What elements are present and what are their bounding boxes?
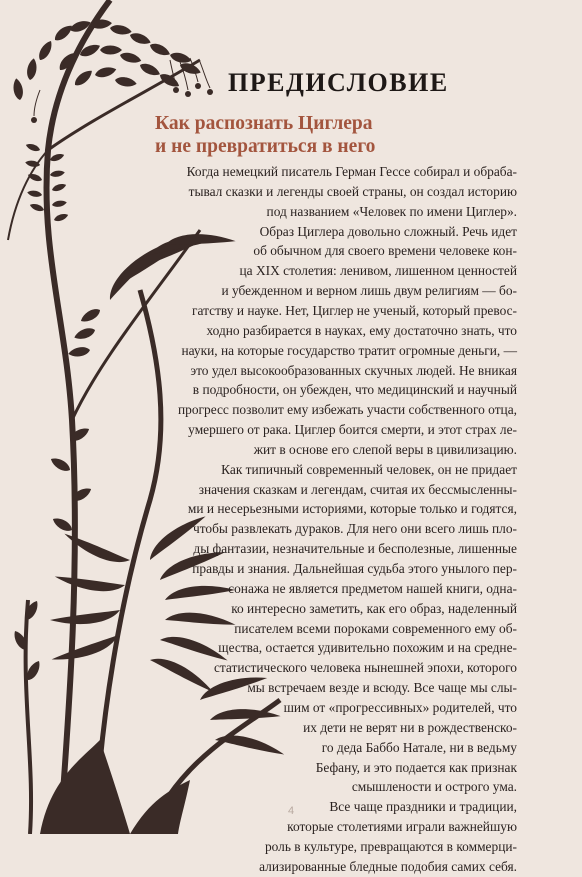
text-line: сонажа не является предметом нашей книги, одна- xyxy=(228,580,517,596)
text-line: щества, остается удивительно похожим и на средне- xyxy=(218,640,517,656)
text-line: прогресс позволит ему избежать участи собственного отца, xyxy=(177,402,517,418)
text-line: науки, на которые государство тратит огромные деньги, — xyxy=(181,342,517,358)
subtitle-line: и не превратиться в него xyxy=(155,136,376,157)
text-line: их дети не верят ни в рождественско- xyxy=(303,719,517,735)
page-number: 4 xyxy=(287,805,295,817)
text-line: ца XIX столетия: ленивом, лишенном ценностей xyxy=(239,263,517,279)
text-line: правды и знания. Дальнейшая судьба этого унылого пер- xyxy=(192,561,517,576)
text-line: гатству и науке. Нет, Циглер не ученый, который превос- xyxy=(192,302,517,318)
text-line: жит в основе его слепой веры в цивилизацию. xyxy=(253,441,517,457)
text-line: шим от «прогрессивных» родителей, что xyxy=(283,699,517,715)
text-line: мы встречаем везде и всюду. Все чаще мы слы- xyxy=(247,680,517,696)
text-line: чтобы развлекать дураков. Для него они всего лишь пло- xyxy=(193,521,517,537)
text-line: го деда Баббо Натале, ни в ведьму xyxy=(321,739,517,755)
section-subtitle xyxy=(155,112,535,158)
text-line: Как типичный современный человек, он не придает xyxy=(221,461,517,477)
text-line: ми и несерьезными историями, которые только и годятся, xyxy=(187,501,517,517)
text-line: смышлености и острого ума. xyxy=(351,779,517,795)
subtitle-line: Как распознать Циглера xyxy=(155,113,373,134)
text-line: Когда немецкий писатель Герман Гессе собирал и обраба- xyxy=(186,164,517,179)
text-line: которые столетиями играли важнейшую xyxy=(287,819,517,835)
text-line: ды фантазии, незначительные и бесполезные, лишенные xyxy=(193,541,517,557)
page-title: ПРЕДИСЛОВИЕ xyxy=(228,68,449,97)
text-line: под названием «Человек по имени Циглер». xyxy=(266,203,517,219)
text-line: ализированные бледные подобия самих себя. xyxy=(259,858,517,874)
text-line: ходно разбирается в науках, ему достаточно знать, что xyxy=(206,322,517,338)
text-line: значения сказкам и легендам, считая их бессмысленны- xyxy=(198,481,517,497)
text-line: в подробности, он убежден, что медицинский и научный xyxy=(192,382,517,398)
text-line: Все чаще праздники и традиции, xyxy=(329,799,517,815)
text-line: умершего от рака. Циглер боится смерти, и этот страх ле- xyxy=(188,422,517,438)
text-line: Бефану, и это подается как признак xyxy=(315,759,517,775)
text-line: тывал сказки и легенды своей страны, он создал историю xyxy=(188,183,517,199)
text-line: об обычном для своего времени человеке кон- xyxy=(253,243,517,259)
text-line: и убежденном и верном лишь двум религиям — бо- xyxy=(221,283,517,299)
text-line: статистического человека нынешней эпохи, которого xyxy=(213,660,517,676)
text-line: это удел высокообразованных скучных людей. Не вникая xyxy=(190,362,517,378)
text-line: роль в культуре, превращаются в коммерци- xyxy=(264,838,517,854)
text-line: писателем всеми пороками современного ему об- xyxy=(234,620,517,636)
text-line: ко интересно заметить, как его образ, наделенный xyxy=(231,600,517,616)
text-line: Образ Циглера довольно сложный. Речь идет xyxy=(259,223,517,239)
